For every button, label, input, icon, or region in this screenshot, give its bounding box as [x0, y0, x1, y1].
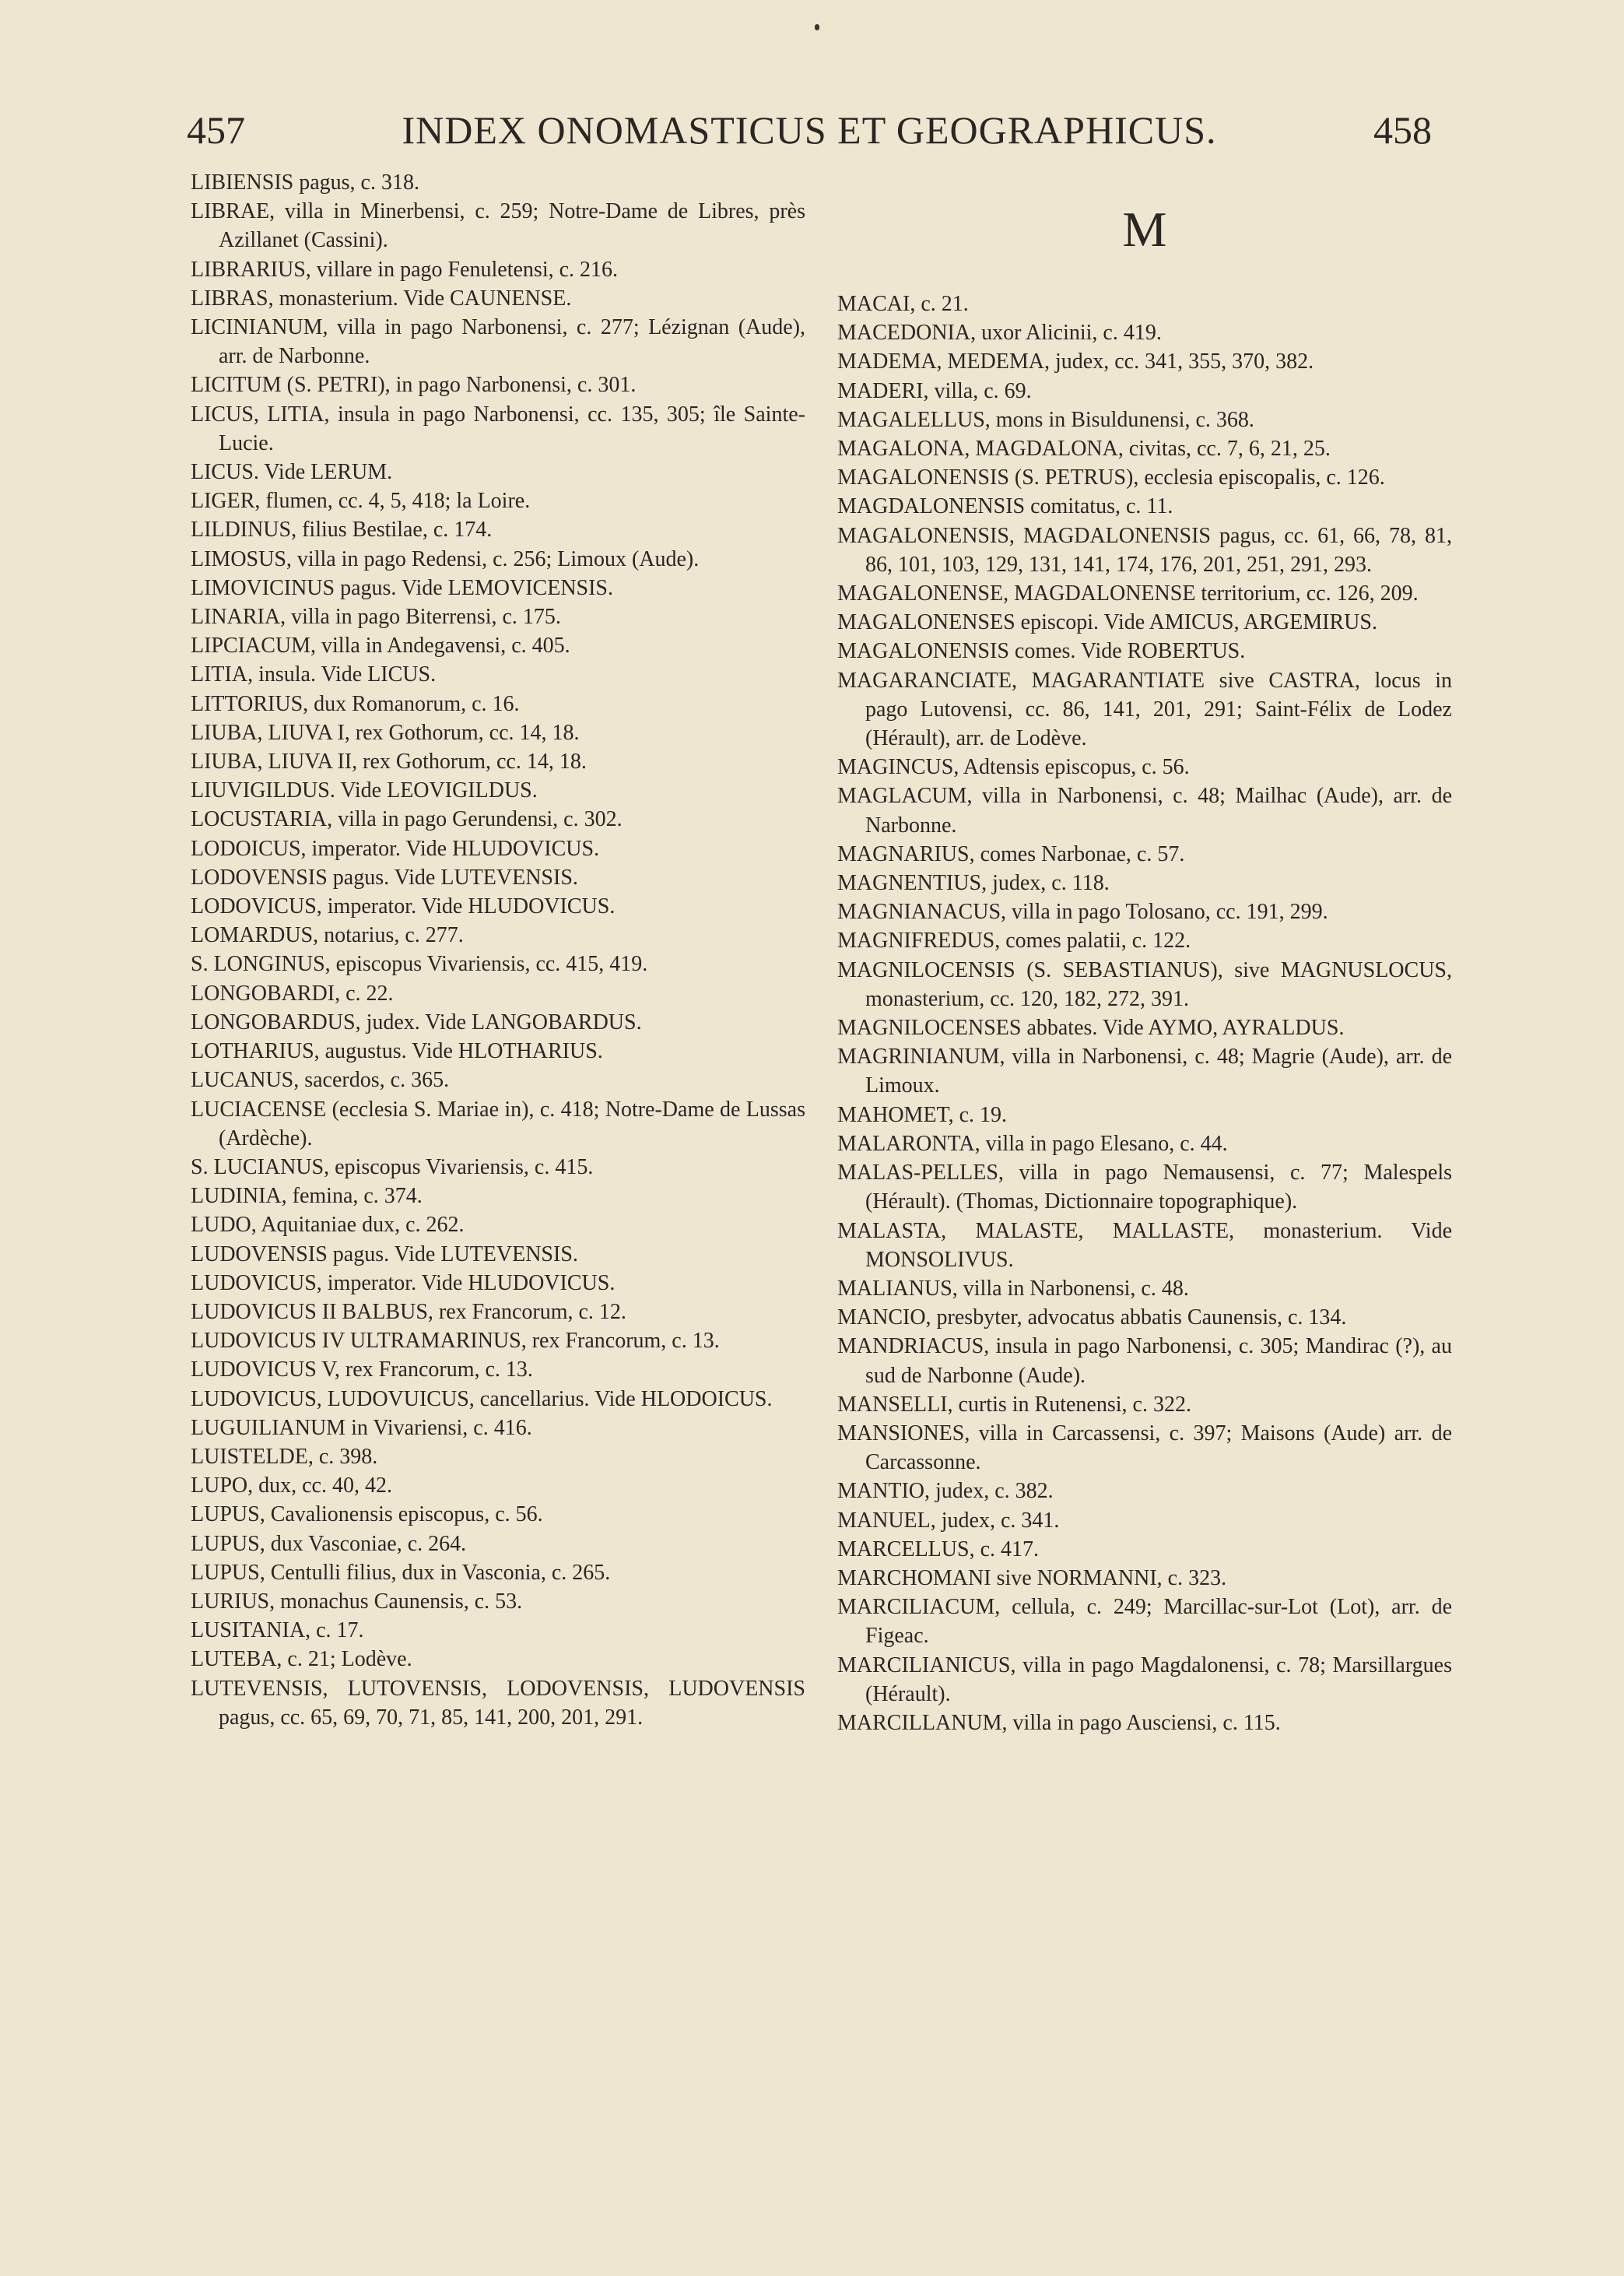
right-page-number: 458	[1373, 108, 1432, 152]
index-entry: LUPUS, Centulli filius, dux in Vasconia, c. 265.	[191, 1560, 611, 1585]
index-entry: LUTEBA, c. 21; Lodève.	[191, 1647, 412, 1672]
index-entry: LICUS. Vide LERUM.	[191, 460, 393, 485]
index-entry: LITIA, insula. Vide LICUS.	[191, 662, 437, 687]
index-entry: S. LONGINUS, episcopus Vivariensis, cc. 415, 419.	[191, 952, 648, 977]
index-entry: MARCILIACUM, cellula, c. 249; Marcillac-sur-Lot (Lot), arr. de Figeac.	[837, 1595, 1452, 1649]
index-entry: LUPO, dux, cc. 40, 42.	[191, 1473, 392, 1498]
running-header	[187, 107, 1432, 162]
index-entry: LUDO, Aquitaniae dux, c. 262.	[191, 1213, 465, 1238]
index-entry: MANTIO, judex, c. 382.	[837, 1479, 1054, 1504]
index-entry: LIMOSUS, villa in pago Redensi, c. 256; Limoux (Aude).	[191, 546, 700, 571]
index-entry: MAGNARIUS, comes Narbonae, c. 57.	[837, 841, 1185, 866]
index-entry: LIBRARIUS, villare in pago Fenuletensi, c. 216.	[191, 257, 619, 282]
index-entry: S. LUCIANUS, episcopus Vivariensis, c. 415.	[191, 1154, 594, 1179]
index-entry: MAGNILOCENSIS (S. SEBASTIANUS), sive MAGNUSLOCUS, monasterium, cc. 120, 182, 272, 391.	[837, 957, 1452, 1011]
index-entry: MAGDALONENSIS comitatus, c. 11.	[837, 494, 1173, 519]
index-entry: MANSELLI, curtis in Rutenensi, c. 322.	[837, 1392, 1191, 1417]
index-entry: MANDRIACUS, insula in pago Narbonensi, c. 305; Mandirac (?), au sud de Narbonne (Aude).	[837, 1334, 1452, 1388]
index-entry: LIUVIGILDUS. Vide LEOVIGILDUS.	[191, 778, 538, 803]
index-entry: LUDOVICUS II BALBUS, rex Francorum, c. 12.	[191, 1299, 626, 1324]
index-entry: LIBRAE, villa in Minerbensi, c. 259; Notre-Dame de Libres, près Azillanet (Cassini).	[191, 199, 805, 253]
index-entry: LUDOVICUS IV ULTRAMARINUS, rex Francorum, c. 13.	[191, 1329, 720, 1354]
index-entry: LONGOBARDUS, judex. Vide LANGOBARDUS.	[191, 1010, 642, 1034]
index-entry: MAGLACUM, villa in Narbonensi, c. 48; Mailhac (Aude), arr. de Narbonne.	[837, 784, 1452, 838]
index-entry: LIMOVICINUS pagus. Vide LEMOVICENSIS.	[191, 575, 614, 600]
index-entry: LICINIANUM, villa in pago Narbonensi, c. 277; Lézignan (Aude), arr. de Narbonne.	[191, 315, 805, 369]
index-entry: LUTEVENSIS, LUTOVENSIS, LODOVENSIS, LUDOVENSIS pagus, cc. 65, 69, 70, 71, 85, 141, 200, 201, 291.	[191, 1676, 805, 1730]
index-entry: LIPCIACUM, villa in Andegavensi, c. 405.	[191, 634, 570, 659]
index-entry: LOMARDUS, notarius, c. 277.	[191, 923, 464, 948]
index-entry: MAGALONENSE, MAGDALONENSE territorium, cc. 126, 209.	[837, 581, 1419, 606]
index-entry: MALARONTA, villa in pago Elesano, c. 44.	[837, 1131, 1228, 1156]
right-column-entries	[837, 290, 1452, 1737]
index-entry: MACEDONIA, uxor Alicinii, c. 419.	[837, 321, 1162, 346]
index-entry: LODOVENSIS pagus. Vide LUTEVENSIS.	[191, 865, 578, 890]
index-entry: LUCIACENSE (ecclesia S. Mariae in), c. 418; Notre-Dame de Lussas (Ardèche).	[191, 1097, 805, 1150]
index-entry: LUPUS, Cavalionensis episcopus, c. 56.	[191, 1502, 543, 1527]
index-entry: MARCHOMANI sive NORMANNI, c. 323.	[837, 1565, 1227, 1590]
index-entry: LUCANUS, sacerdos, c. 365.	[191, 1068, 450, 1093]
index-entry: MAGALONENSES episcopi. Vide AMICUS, ARGEMIRUS.	[837, 610, 1377, 635]
index-entry: MAGALELLUS, mons in Bisuldunensi, c. 368.	[837, 407, 1254, 432]
index-entry: MANCIO, presbyter, advocatus abbatis Caunensis, c. 134.	[837, 1305, 1347, 1330]
index-entry: MALAS-PELLES, villa in pago Nemausensi, c. 77; Malespels (Hérault). (Thomas, Dictionnaire topographique).	[837, 1161, 1452, 1214]
index-entry: MANUEL, judex, c. 341.	[837, 1508, 1060, 1533]
index-entry: LUISTELDE, c. 398.	[191, 1444, 378, 1469]
index-entry: LOCUSTARIA, villa in pago Gerundensi, c. 302.	[191, 807, 623, 832]
index-entry: MADEMA, MEDEMA, judex, cc. 341, 355, 370, 382.	[837, 349, 1314, 374]
index-entry: MAGALONENSIS comes. Vide ROBERTUS.	[837, 639, 1246, 664]
index-entry: LIGER, flumen, cc. 4, 5, 418; la Loire.	[191, 489, 531, 514]
index-entry: MAGARANCIATE, MAGARANTIATE sive CASTRA, locus in pago Lutovensi, cc. 86, 141, 201, 291; Saint-Félix de Lodez (Hérault), arr. de Lodève.	[837, 668, 1452, 751]
index-entry: MAGINCUS, Adtensis episcopus, c. 56.	[837, 755, 1190, 780]
index-entry: LUSITANIA, c. 17.	[191, 1618, 364, 1643]
index-entry: MARCILIANICUS, villa in pago Magdalonensi, c. 78; Marsillargues (Hérault).	[837, 1653, 1452, 1706]
index-entry: MAGALONA, MAGDALONA, civitas, cc. 7, 6, 21, 25.	[837, 437, 1331, 462]
index-entry: LUDOVICUS, imperator. Vide HLUDOVICUS.	[191, 1270, 616, 1295]
index-entry: MAGALONENSIS, MAGDALONENSIS pagus, cc. 61, 66, 78, 81, 86, 101, 103, 129, 131, 141, 174, 176, 201, 251, 291, 293.	[837, 523, 1452, 577]
index-entry: MAGNIANACUS, villa in pago Tolosano, cc. 191, 299.	[837, 900, 1328, 925]
index-entry: MALIANUS, villa in Narbonensi, c. 48.	[837, 1276, 1189, 1301]
index-entry: LICUS, LITIA, insula in pago Narbonensi, cc. 135, 305; île Sainte-Lucie.	[191, 402, 805, 455]
index-entry: LITTORIUS, dux Romanorum, c. 16.	[191, 691, 520, 716]
index-entry: LUGUILIANUM in Vivariensi, c. 416.	[191, 1415, 532, 1440]
index-entry: MARCELLUS, c. 417.	[837, 1537, 1039, 1561]
ink-speck	[815, 24, 819, 30]
index-entry: MAGNIFREDUS, comes palatii, c. 122.	[837, 929, 1191, 954]
section-letter: M	[1122, 202, 1167, 257]
index-entry: LOTHARIUS, augustus. Vide HLOTHARIUS.	[191, 1039, 603, 1064]
index-entry: MACAI, c. 21.	[837, 292, 969, 316]
index-entry: LILDINUS, filius Bestilae, c. 174.	[191, 518, 493, 543]
index-entry: MARCILLANUM, villa in pago Ausciensi, c. 115.	[837, 1710, 1281, 1735]
index-entry: LUDINIA, femina, c. 374.	[191, 1184, 423, 1209]
index-entry: LIUBA, LIUVA II, rex Gothorum, cc. 14, 18.	[191, 750, 587, 774]
index-entry: LURIUS, monachus Caunensis, c. 53.	[191, 1589, 523, 1614]
index-entry: LODOVICUS, imperator. Vide HLUDOVICUS.	[191, 894, 616, 919]
index-entry: MANSIONES, villa in Carcassensi, c. 397; Maisons (Aude) arr. de Carcassonne.	[837, 1421, 1452, 1475]
index-entry: LINARIA, villa in pago Biterrensi, c. 175.	[191, 605, 561, 630]
index-entry: MAGRINIANUM, villa in Narbonensi, c. 48; Magrie (Aude), arr. de Limoux.	[837, 1045, 1452, 1098]
index-entry: LONGOBARDI, c. 22.	[191, 981, 394, 1006]
index-entry: MAHOMET, c. 19.	[837, 1102, 1008, 1127]
index-entry: MALASTA, MALASTE, MALLASTE, monasterium. Vide MONSOLIVUS.	[837, 1218, 1452, 1272]
index-entry: LUPUS, dux Vasconiae, c. 264.	[191, 1531, 467, 1556]
index-entry: LIUBA, LIUVA I, rex Gothorum, cc. 14, 18.	[191, 720, 580, 745]
header-title: INDEX ONOMASTICUS ET GEOGRAPHICUS.	[402, 108, 1217, 152]
left-column	[191, 168, 805, 1732]
index-entry: MAGALONENSIS (S. PETRUS), ecclesia episcopalis, c. 126.	[837, 465, 1385, 490]
index-entry: LUDOVICUS, LUDOVUICUS, cancellarius. Vide HLODOICUS.	[191, 1386, 773, 1411]
index-entry: LIBRAS, monasterium. Vide CAUNENSE.	[191, 286, 572, 311]
left-page-number: 457	[187, 108, 245, 152]
index-entry: LUDOVICUS V, rex Francorum, c. 13.	[191, 1358, 533, 1382]
right-column	[837, 168, 1452, 1737]
index-entry: MADERI, villa, c. 69.	[837, 378, 1032, 403]
index-entry: LODOICUS, imperator. Vide HLUDOVICUS.	[191, 836, 600, 861]
index-entry: MAGNENTIUS, judex, c. 118.	[837, 871, 1110, 896]
index-entry: MAGNILOCENSES abbates. Vide AYMO, AYRALDUS.	[837, 1016, 1345, 1041]
index-entry: LICITUM (S. PETRI), in pago Narbonensi, c. 301.	[191, 373, 637, 398]
index-entry: LUDOVENSIS pagus. Vide LUTEVENSIS.	[191, 1242, 578, 1266]
index-entry: LIBIENSIS pagus, c. 318.	[191, 170, 419, 195]
